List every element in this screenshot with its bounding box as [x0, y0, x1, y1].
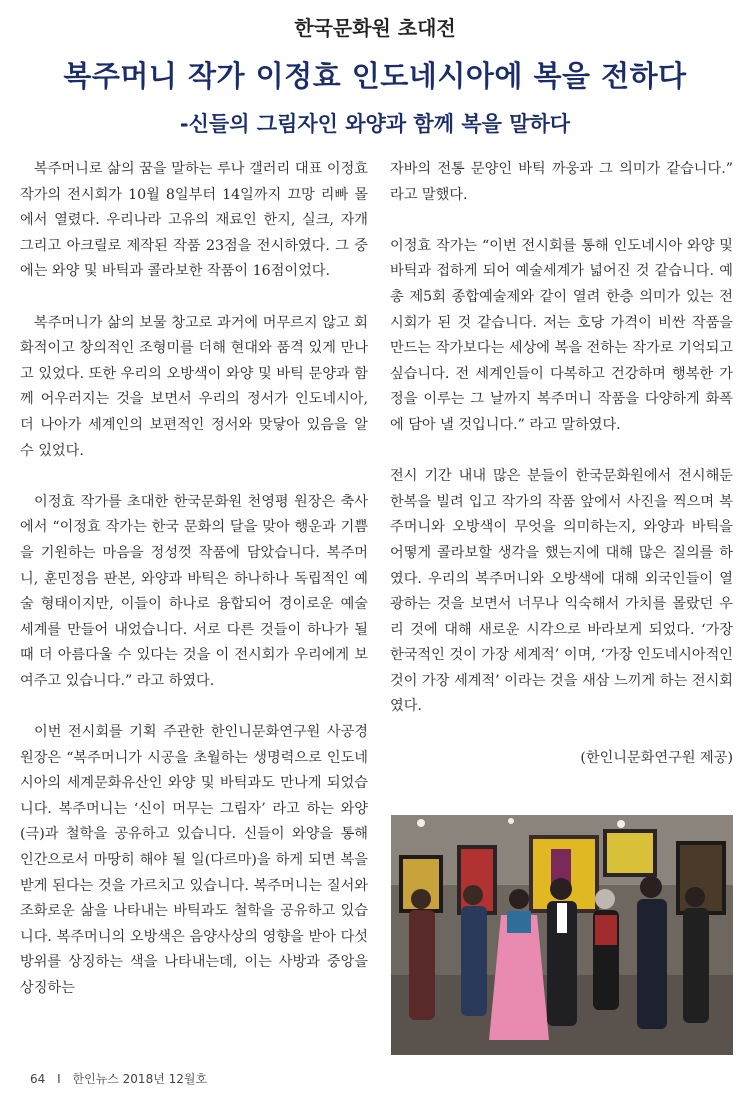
- article-paragraph: 자바의 전통 문양인 바틱 까웅과 그 의미가 같습니다.” 라고 말했다.: [390, 161, 733, 203]
- exhibition-group-photo: [391, 815, 733, 1055]
- article-paragraph: 복주머니가 삶의 보물 창고로 과거에 머무르지 않고 회화적이고 창의적인 조형미를 더해 현대와 품격 있게 만나고 있었다. 또한 우리의 오방색이 와양 및 바틱 문양과 함께 어우러지는 것을 보면서 우리의 정서가 인도네시아, 더 나아가 세계인의 보편적인 정서와 맞닿아 있음을 알 수 있었다.: [20, 314, 368, 459]
- article-headline: 복주머니 작가 이정효 인도네시아에 복을 전하다: [63, 59, 687, 93]
- article-paragraph: 복주머니로 삶의 꿈을 말하는 루나 갤러리 대표 이정효 작가의 전시회가 10월 8일부터 14일까지 끄망 리빠 몰에서 열렸다. 우리나라 고유의 재료인 한지, 실크, 자개 그리고 아크릴로 제작된 작품 23점을 전시하였다. 그 중에는 와양 및 바틱과 콜라보한 작품이 16점이었다.: [20, 161, 368, 280]
- article-subheadline: -신들의 그림자인 와양과 함께 복을 말하다: [179, 112, 571, 136]
- article-paragraph: 이정효 작가는 “이번 전시회를 통해 인도네시아 와양 및 바틱과 접하게 되어 예술세계가 넓어진 것 같습니다. 예총 제5회 종합예술제와 같이 열려 한층 의미가 있는 전시회가 된 것 같습니다. 저는 호당 가격이 비싼 작품을 만드는 작가보다는 세상에 복을 전하는 작가로 기억되고 싶습니다. 전 세계인들이 다복하고 건강하며 행복한 가정을 이루는 그 날까지 복주머니 작품을 다양하게 화폭에 담아 낼 것입니다.” 라고 말하였다.: [390, 237, 733, 433]
- article-paragraph: 전시 기간 내내 많은 분들이 한국문화원에서 전시해둔 한복을 빌려 입고 작가의 작품 앞에서 사진을 찍으며 복주머니와 오방색이 무엇을 의미하는지, 와양과 바틱을 어떻게 콜라보할 생각을 했는지에 대해 많은 질의를 하였다. 우리의 복주머니와 오방색에 대해 외국인들이 열광하는 것을 보면서 너무나 익숙해서 가치를 몰랐던 우리 것에 대해 새로운 시각으로 바라보게 되었다. ‘가장 한국적인 것이 가장 세계적’ 이며, ‘가장 인도네시아적인 것이 가장 세계적’ 이라는 것을 새삼 느끼게 하는 전시회였다.: [390, 468, 733, 715]
- article-paragraph: 이번 전시회를 기획 주관한 한인니문화연구원 사공경 원장은 “복주머니가 시공을 초월하는 생명력으로 인도네시아의 세계문화유산인 와양 및 바틱과도 만나게 되었습니다. 복주머니는 ‘신이 머무는 그림자’ 라고 하는 와양(극)과 철학을 공유하고 있습니다. 신들이 와양을 통해 인간으로서 마땅히 해야 될 일(다르마)을 하게 되면 복을 받게 된다는 것을 가르치고 있습니다. 복주머니는 질서와 조화로운 삶을 나타내는 바틱과도 철학을 공유하고 있습니다. 복주머니의 오방색은 음양사상의 영향을 받아 다섯 방위를 상징하는 색을 나타내는데, 이는 사방과 중앙을 상징하는: [20, 724, 368, 996]
- article-left-column: [20, 157, 368, 1002]
- section-label: 한국문화원 초대전: [294, 16, 456, 40]
- footer-separator: I: [57, 1072, 61, 1086]
- article-paragraph: 이정효 작가를 초대한 한국문화원 천영평 원장은 축사에서 “이정효 작가는 한국 문화의 달을 맞아 행운과 기쁨을 기원하는 마음을 정성껏 작품에 담았습니다. 복주머니, 훈민정음 판본, 와양과 바틱은 하나하나 독립적인 예술 형태이지만, 이들이 하나로 융합되어 경이로운 예술 세계를 만들어 내었습니다. 서로 다른 것들이 하나가 될 때 더 아름다울 수 있다는 것을 이 전시회가 우리에게 보여주고 있습니다.” 라고 하였다.: [20, 493, 368, 689]
- publication-name: 한인뉴스 2018년 12월호: [72, 1072, 208, 1086]
- page-number: 64: [30, 1072, 46, 1086]
- page-footer: [30, 1070, 215, 1087]
- photo-credit: (한인니문화연구원 제공): [580, 749, 733, 766]
- article-right-column: [390, 157, 733, 771]
